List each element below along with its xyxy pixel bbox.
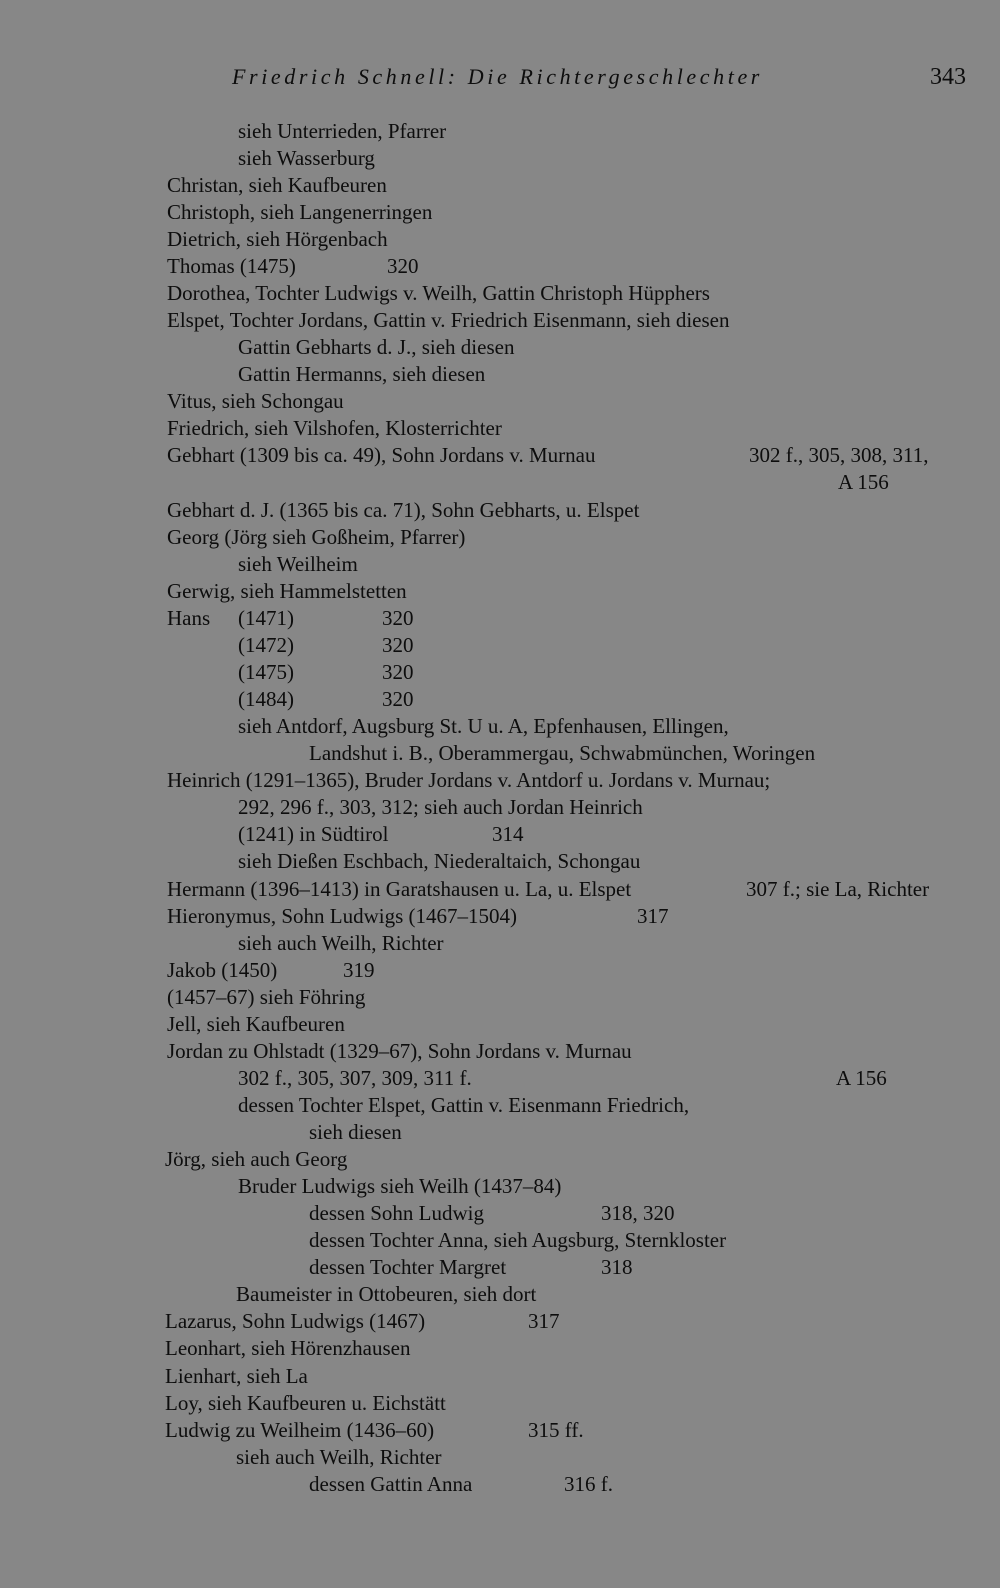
index-entry: dessen Tochter Anna, sieh Augsburg, Sternkloster — [309, 1228, 727, 1252]
index-entry: sieh Unterrieden, Pfarrer — [238, 119, 447, 143]
index-entry: Thomas (1475) — [167, 254, 296, 278]
index-entry: Dietrich, sieh Hörgenbach — [167, 227, 388, 251]
index-entry: sieh auch Weilh, Richter — [238, 931, 444, 955]
index-entry: Jordan zu Ohlstadt (1329–67), Sohn Jordans v. Murnau — [167, 1039, 632, 1063]
index-entry: Landshut i. B., Oberammergau, Schwabmünchen, Woringen — [309, 741, 816, 765]
running-title: Friedrich Schnell: Die Richtergeschlechter — [232, 64, 763, 89]
page-reference: 320 — [387, 254, 419, 278]
index-entry: Elspet, Tochter Jordans, Gattin v. Friedrich Eisenmann, sieh diesen — [167, 308, 730, 332]
index-entry: dessen Tochter Elspet, Gattin v. Eisenmann Friedrich, — [238, 1093, 690, 1117]
index-entry: Lienhart, sieh La — [165, 1364, 308, 1388]
index-entry: Loy, sieh Kaufbeuren u. Eichstätt — [165, 1391, 446, 1415]
index-entry: Bruder Ludwigs sieh Weilh (1437–84) — [238, 1174, 562, 1198]
index-entry: (1484) — [238, 687, 294, 711]
index-entry: 292, 296 f., 303, 312; sieh auch Jordan Heinrich — [238, 795, 643, 819]
index-entry: Baumeister in Ottobeuren, sieh dort — [236, 1282, 537, 1306]
page-reference: 302 f., 305, 308, 311, — [749, 443, 929, 467]
index-entry: sieh Antdorf, Augsburg St. U u. A, Epfenhausen, Ellingen, — [238, 714, 729, 738]
index-entry: Gattin Gebharts d. J., sieh diesen — [238, 335, 515, 359]
page-reference: A 156 — [836, 1066, 887, 1090]
page-reference: 318, 320 — [601, 1201, 675, 1225]
index-entry: Heinrich (1291–1365), Bruder Jordans v. Antdorf u. Jordans v. Murnau; — [167, 768, 771, 792]
index-year: (1471) — [238, 606, 294, 630]
index-entry: Gebhart (1309 bis ca. 49), Sohn Jordans v. Murnau — [167, 443, 596, 467]
index-entry: sieh Weilheim — [238, 552, 358, 576]
index-entry: (1472) — [238, 633, 294, 657]
index-entry: sieh Dießen Eschbach, Niederaltaich, Schongau — [238, 849, 641, 873]
page-reference: 307 f.; sie La, Richter — [746, 877, 930, 901]
page-reference: 315 ff. — [528, 1418, 584, 1442]
page-reference: 318 — [601, 1255, 633, 1279]
index-entry: Leonhart, sieh Hörenzhausen — [165, 1336, 411, 1360]
index-entry: (1241) in Südtirol — [238, 822, 389, 846]
page-reference: 320 — [382, 660, 414, 684]
page-reference: 317 — [637, 904, 669, 928]
index-entry: Hans — [167, 606, 211, 630]
index-entry: Christoph, sieh Langenerringen — [167, 200, 433, 224]
page-number: 343 — [930, 64, 966, 90]
index-entry: (1475) — [238, 660, 294, 684]
index-entry: Jakob (1450) — [167, 958, 278, 982]
index-entry: 302 f., 305, 307, 309, 311 f. — [238, 1066, 472, 1090]
page-reference: 320 — [382, 687, 414, 711]
page-reference: A 156 — [838, 470, 889, 494]
index-entry: Friedrich, sieh Vilshofen, Klosterrichter — [167, 416, 502, 440]
page-reference: 314 — [492, 822, 524, 846]
index-entry: Gerwig, sieh Hammelstetten — [167, 579, 407, 603]
index-entry: Gebhart d. J. (1365 bis ca. 71), Sohn Gebharts, u. Elspet — [167, 498, 640, 522]
index-entry: Hieronymus, Sohn Ludwigs (1467–1504) — [167, 904, 517, 928]
index-entry: Gattin Hermanns, sieh diesen — [238, 362, 486, 386]
index-entry: Ludwig zu Weilheim (1436–60) — [165, 1418, 435, 1442]
index-entry: dessen Sohn Ludwig — [309, 1201, 484, 1225]
page-reference: 316 f. — [564, 1472, 613, 1496]
index-entry: dessen Tochter Margret — [309, 1255, 507, 1279]
page-reference: 317 — [528, 1309, 560, 1333]
index-entry: Vitus, sieh Schongau — [167, 389, 344, 413]
index-entry: Lazarus, Sohn Ludwigs (1467) — [165, 1309, 426, 1333]
index-entry: sieh Wasserburg — [238, 146, 375, 170]
index-entry: Hermann (1396–1413) in Garatshausen u. La, u. Elspet — [167, 877, 632, 901]
index-entry: Jell, sieh Kaufbeuren — [167, 1012, 345, 1036]
index-entry: Jörg, sieh auch Georg — [165, 1147, 348, 1171]
index-entry: sieh diesen — [309, 1120, 402, 1144]
index-entry: Christan, sieh Kaufbeuren — [167, 173, 387, 197]
index-entry: Dorothea, Tochter Ludwigs v. Weilh, Gattin Christoph Hüpphers — [167, 281, 710, 305]
index-entry: dessen Gattin Anna — [309, 1472, 473, 1496]
index-entry: (1457–67) sieh Föhring — [167, 985, 366, 1009]
index-entry: Georg (Jörg sieh Goßheim, Pfarrer) — [167, 525, 466, 549]
page-reference: 320 — [382, 633, 414, 657]
index-entry: sieh auch Weilh, Richter — [236, 1445, 442, 1469]
page-reference: 319 — [343, 958, 375, 982]
page-reference: 320 — [382, 606, 414, 630]
